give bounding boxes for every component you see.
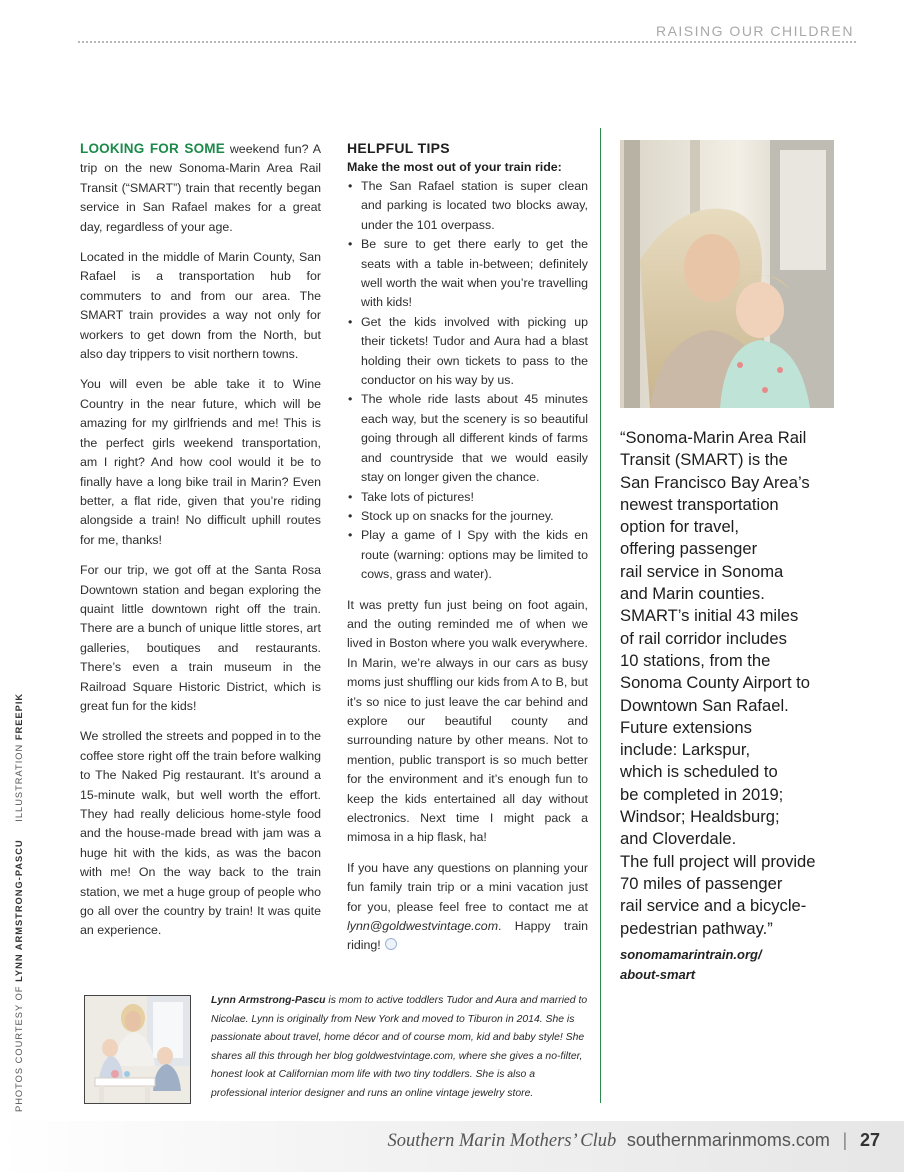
article-paragraph: Located in the middle of Marin County, San Rafael is a transportation hub for commuters to and from our area. The SMART train provides a way not only for workers to get down from the North, but also day trippers to visit northern towns. [80,250,321,362]
quote-line: The full project will provide [620,851,816,871]
article-paragraph: For our trip, we got off at the Santa Rosa Downtown station and began exploring the quaint little downtown right off the train. There are a bunch of unique little stores, art galleries, boutiques and restaurants. There’s even a train museum in the Railroad Square Historic District, which is great fun for the kids! [80,563,321,713]
quote-line: and Marin counties. [620,584,765,604]
tip-item: • The San Rafael station is super clean and parking is located two blocks away, under the 101 overpass. [347,177,588,235]
article-column-2 [347,139,588,967]
page-number: 27 [859,1130,880,1150]
article-paragraph: It was pretty fun just being on foot again, and the outing reminded me of when we lived in Boston where you walk everywhere. In Marin, we’re always in our cars as busy moms just shuffling our kids from A to B, but it’s so nice to just leave the car behind and explore our beautiful county and surrounding nature by other means. Not to mention, public transport is so much better for the environment and it’s enough fun to keep the kids entertained all day without electronics. Next time I might pack a mimosa in a hip flask, ha! [347,597,588,845]
quote-line: 70 miles of passenger [620,873,783,893]
quote-line: Windsor; Healdsburg; [620,807,780,827]
train-photo-image [620,140,834,408]
tips-list [347,177,588,585]
quote-line: “Sonoma-Marin Area Rail [620,428,807,447]
quote-line: 10 stations, from the [620,650,771,670]
tip-item: • Take lots of pictures! [347,488,588,507]
quote-line: offering passenger [620,539,758,559]
author-photo [84,995,191,1104]
publication-name: Southern Marin Mothers’ Club [387,1131,617,1151]
section-label: RAISING OUR CHILDREN [655,23,854,39]
quote-source-link[interactable]: sonomamarintrain.org/ [620,947,762,962]
quote-line: SMART’s initial 43 miles [620,606,799,626]
photo-credit-prefix: PHOTOS COURTESY OF [14,985,24,1112]
tip-item: • Be sure to get there early to get the seats with a table in-between; definitely well worth the wait when you’re travelling with kids! [347,235,588,313]
author-bio: Lynn Armstrong-Pascu is mom to active toddlers Tudor and Aura and married to Nicolae. Lynn is originally from New York and moved to Tiburon in 2014. She is passionate about travel, home décor and of course mom, kid and baby style! She shares all this through her blog goldwestvintage.com, where she gives a no-filter, honest look at Californian mom life with two tiny toddlers. She is also a professional interior designer and runs an online vintage jewelry store. [211,995,588,1099]
lead-in: LOOKING FOR SOME [80,141,225,156]
article-paragraph: You will even be able take it to Wine Country in the near future, which will be amazing for my girlfriends and me! This is the perfect girls weekend transportation, am I right? And how cool would it be to finally have a long bike trail in Marin? Even better, a flat ride, given that you’re riding alongside a train! No difficult uphill routes for me, thanks! [80,377,321,547]
quote-line: Downtown San Rafael. [620,695,789,715]
quote-line: option for travel, [620,517,739,537]
quote-line: rail service in Sonoma [620,561,784,581]
quote-line: Transit (SMART) is the [620,450,788,470]
illustration-credit-name: FREEPIK [14,692,24,741]
article-paragraph: LOOKING FOR SOME weekend fun? A trip on the new Sonoma-Marin Area Rail Transit (“SMART”) train that recently began service in San Rafael makes for a great day, regardless of your age. [80,141,321,234]
email-link[interactable]: lynn@goldwestvintage.com [347,919,499,934]
tip-item: • The whole ride lasts about 45 minutes each way, but the scenery is so beautiful going through all different kinds of farms and countryside that we would easily stay on longer given the chance. [347,390,588,487]
page-footer [388,1129,880,1152]
quote-line: of rail corridor includes [620,628,787,648]
quote-line: San Francisco Bay Area’s [620,472,810,492]
author-name: Lynn Armstrong-Pascu [211,995,326,1006]
article-paragraph: We strolled the streets and popped in to the coffee store right off the train before walking to The Naked Pig restaurant. It’s around a 15-minute walk, but well worth the effort. They had really delicious home-style food and the house-made bread with jam was a huge hit with the kids, as was the bacon with me! On the way back to the train station, we met a huge group of people who go all over the country by train! It was quite an experience. [80,729,321,938]
tips-heading: HELPFUL TIPS [347,140,450,156]
quote-line: rail service and a bicycle- [620,896,807,916]
author-photo-image [85,996,190,1103]
illustration-credit-prefix: ILLUSTRATION [14,743,24,822]
quote-source [620,945,840,985]
photo-credit [14,682,28,1112]
quote-line: Sonoma County Airport to [620,673,811,693]
article-column-1 [80,139,321,952]
tips-subheading: Make the most out of your train ride: [347,160,562,174]
tip-item: • Stock up on snacks for the journey. [347,507,588,526]
quote-line: include: Larkspur, [620,740,751,760]
column-divider [600,128,601,1103]
tip-item: • Get the kids involved with picking up their tickets! Tudor and Aura had a blast holding their own tickets to pass to the conductor on his way by us. [347,313,588,391]
photo-credit-name: LYNN ARMSTRONG-PASCU [14,839,24,982]
tip-item: • Play a game of I Spy with the kids en route (warning: options may be limited to cows, grass and water). [347,526,588,584]
closing-paragraph: If you have any questions on planning your fun family train trip or a mini vacation just for you, please feel free to contact me at lynn@goldwestvintage.com. Happy train riding! [347,860,588,953]
quote-line: Future extensions [620,717,752,737]
pull-quote [620,427,850,940]
quote-source-link-cont[interactable]: about-smart [620,967,696,982]
quote-line: pedestrian pathway.” [620,918,773,938]
quote-line: be completed in 2019; [620,784,784,804]
quote-line: and Cloverdale. [620,829,737,849]
train-photo [620,140,834,408]
quote-line: newest transportation [620,494,779,514]
website-link[interactable]: southernmarinmoms.com [626,1130,830,1150]
smiley-icon [385,938,397,950]
quote-line: which is scheduled to [620,762,778,782]
header-divider [78,41,856,43]
footer-separator: | [842,1129,848,1150]
